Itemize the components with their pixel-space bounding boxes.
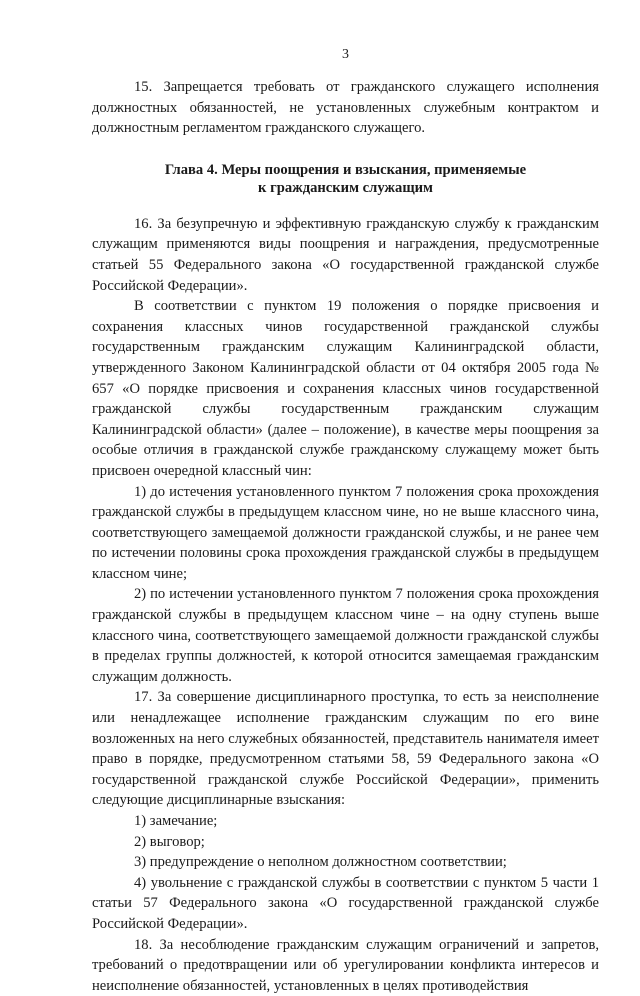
paragraph-15: 15. Запрещается требовать от гражданского служащего исполнения должностных обязанностей, не установленных служебным контрактом и должностным регламентом гражданского служащего. — [92, 79, 599, 137]
page-number: 3 — [342, 47, 349, 62]
penalty-item-1: 1) замечание; — [134, 813, 218, 829]
paragraph-16: 16. За безупречную и эффективную гражданскую службу к гражданским служащим применяются виды поощрения и награждения, предусмотренные статьей 55 Федерального закона «О государственной гражданской службе Российской Федерации». — [92, 215, 599, 294]
paragraph-classification: В соответствии с пунктом 19 положения о порядке присвоения и сохранения классных чинов государственной гражданской службы государственным гражданским служащим Калининградской области, утвержденного Законом Калининградской области от 04 октября 2005 года № 657 «О порядке присвоения и сохранения классных чинов государственной гражданской службы государственным гражданским служащим Калининградской области» (далее – положение), в качестве меры поощрения за особые отличия в гражданской службе гражданскому служащему может быть присвоен очередной классный чин: — [92, 298, 599, 479]
penalty-item-4: 4) увольнение с гражданской службы в соответствии с пунктом 5 части 1 статьи 57 Федерального закона «О государственной гражданской службе Российской Федерации». — [92, 874, 599, 932]
penalty-item-2: 2) выговор; — [134, 833, 205, 850]
chapter-heading-line-1: Глава 4. Меры поощрения и взыскания, применяемые — [164, 161, 527, 178]
paragraph-18: 18. За несоблюдение гражданским служащим ограничений и запретов, требований о предотвращении или об урегулировании конфликта интересов и неисполнение обязанностей, установленных в целях противодействия — [92, 936, 599, 994]
penalty-item-3: 3) предупреждение о неполном должностном соответствии; — [134, 854, 507, 871]
chapter-heading — [92, 161, 599, 197]
list-item-1: 1) до истечения установленного пунктом 7 положения срока прохождения гражданской службы в предыдущем классном чине, но не выше классного чина, соответствующего замещаемой должности гражданской службы, и не ранее чем по истечении половины срока прохождения гражданской службы в предыдущем классном чине; — [92, 483, 599, 582]
list-item-2: 2) по истечении установленного пунктом 7 положения срока прохождения гражданской службы в предыдущем классном чине – на одну ступень выше классного чина, соответствующего замещаемой должности гражданской службы в пределах группы должностей, к которой относится замещаемая гражданским служащим должность. — [92, 586, 599, 685]
chapter-heading-line-2: к гражданским служащим — [258, 179, 433, 196]
paragraph-17: 17. За совершение дисциплинарного проступка, то есть за неисполнение или ненадлежащее исполнение гражданским служащим по его вине возложенных на него служебных обязанностей, представитель нанимателя имеет право в порядке, предусмотренном статьями 58, 59 Федерального закона «О государственной гражданской службе Российской Федерации», применить следующие дисциплинарные взыскания: — [92, 689, 599, 809]
